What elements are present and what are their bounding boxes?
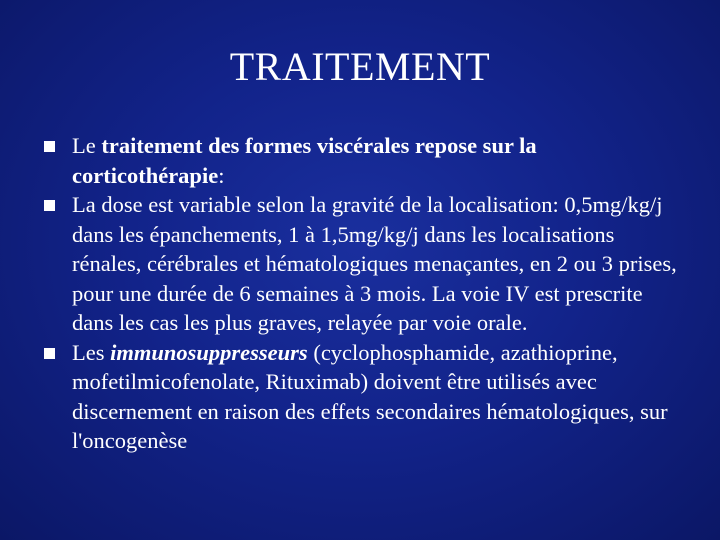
square-bullet-icon xyxy=(44,200,55,211)
bullet-item-immunosuppresseurs xyxy=(44,338,684,456)
bullet-item-dose xyxy=(44,190,684,338)
bullet-text-suffix: : xyxy=(218,162,225,188)
bullet-item-corticotherapie xyxy=(44,131,684,190)
square-bullet-icon xyxy=(44,348,55,359)
bullet-text-suffix: (cyclophosphamide, azathioprine, mofetilmicofenolate, Rituximab) doivent être utilisés avec discernement en raison des effets secondaires hématologiques, sur l'oncogenèse xyxy=(72,339,668,453)
bullet-text-bold-italic: immunosuppresseurs xyxy=(110,339,308,365)
bullet-text-bold: traitement des formes viscérales repose sur la corticothérapie xyxy=(72,133,537,188)
bullet-text: La dose est variable selon la gravité de la localisation: 0,5mg/kg/j dans les épanchements, 1 à 1,5mg/kg/j dans les localisations rénales, cérébrales et hématologiques menaçantes, en 2 ou 3 prises, pour une durée de 6 semaines à 3 mois. La voie IV est prescrite dans les cas les plus graves, relayée par voie orale. xyxy=(72,192,677,335)
bullet-list xyxy=(44,131,684,456)
bullet-text-prefix: Les xyxy=(72,339,111,365)
square-bullet-icon xyxy=(44,141,55,152)
slide-title: TRAITEMENT xyxy=(229,44,491,89)
bullet-text-prefix: Le xyxy=(72,133,102,158)
